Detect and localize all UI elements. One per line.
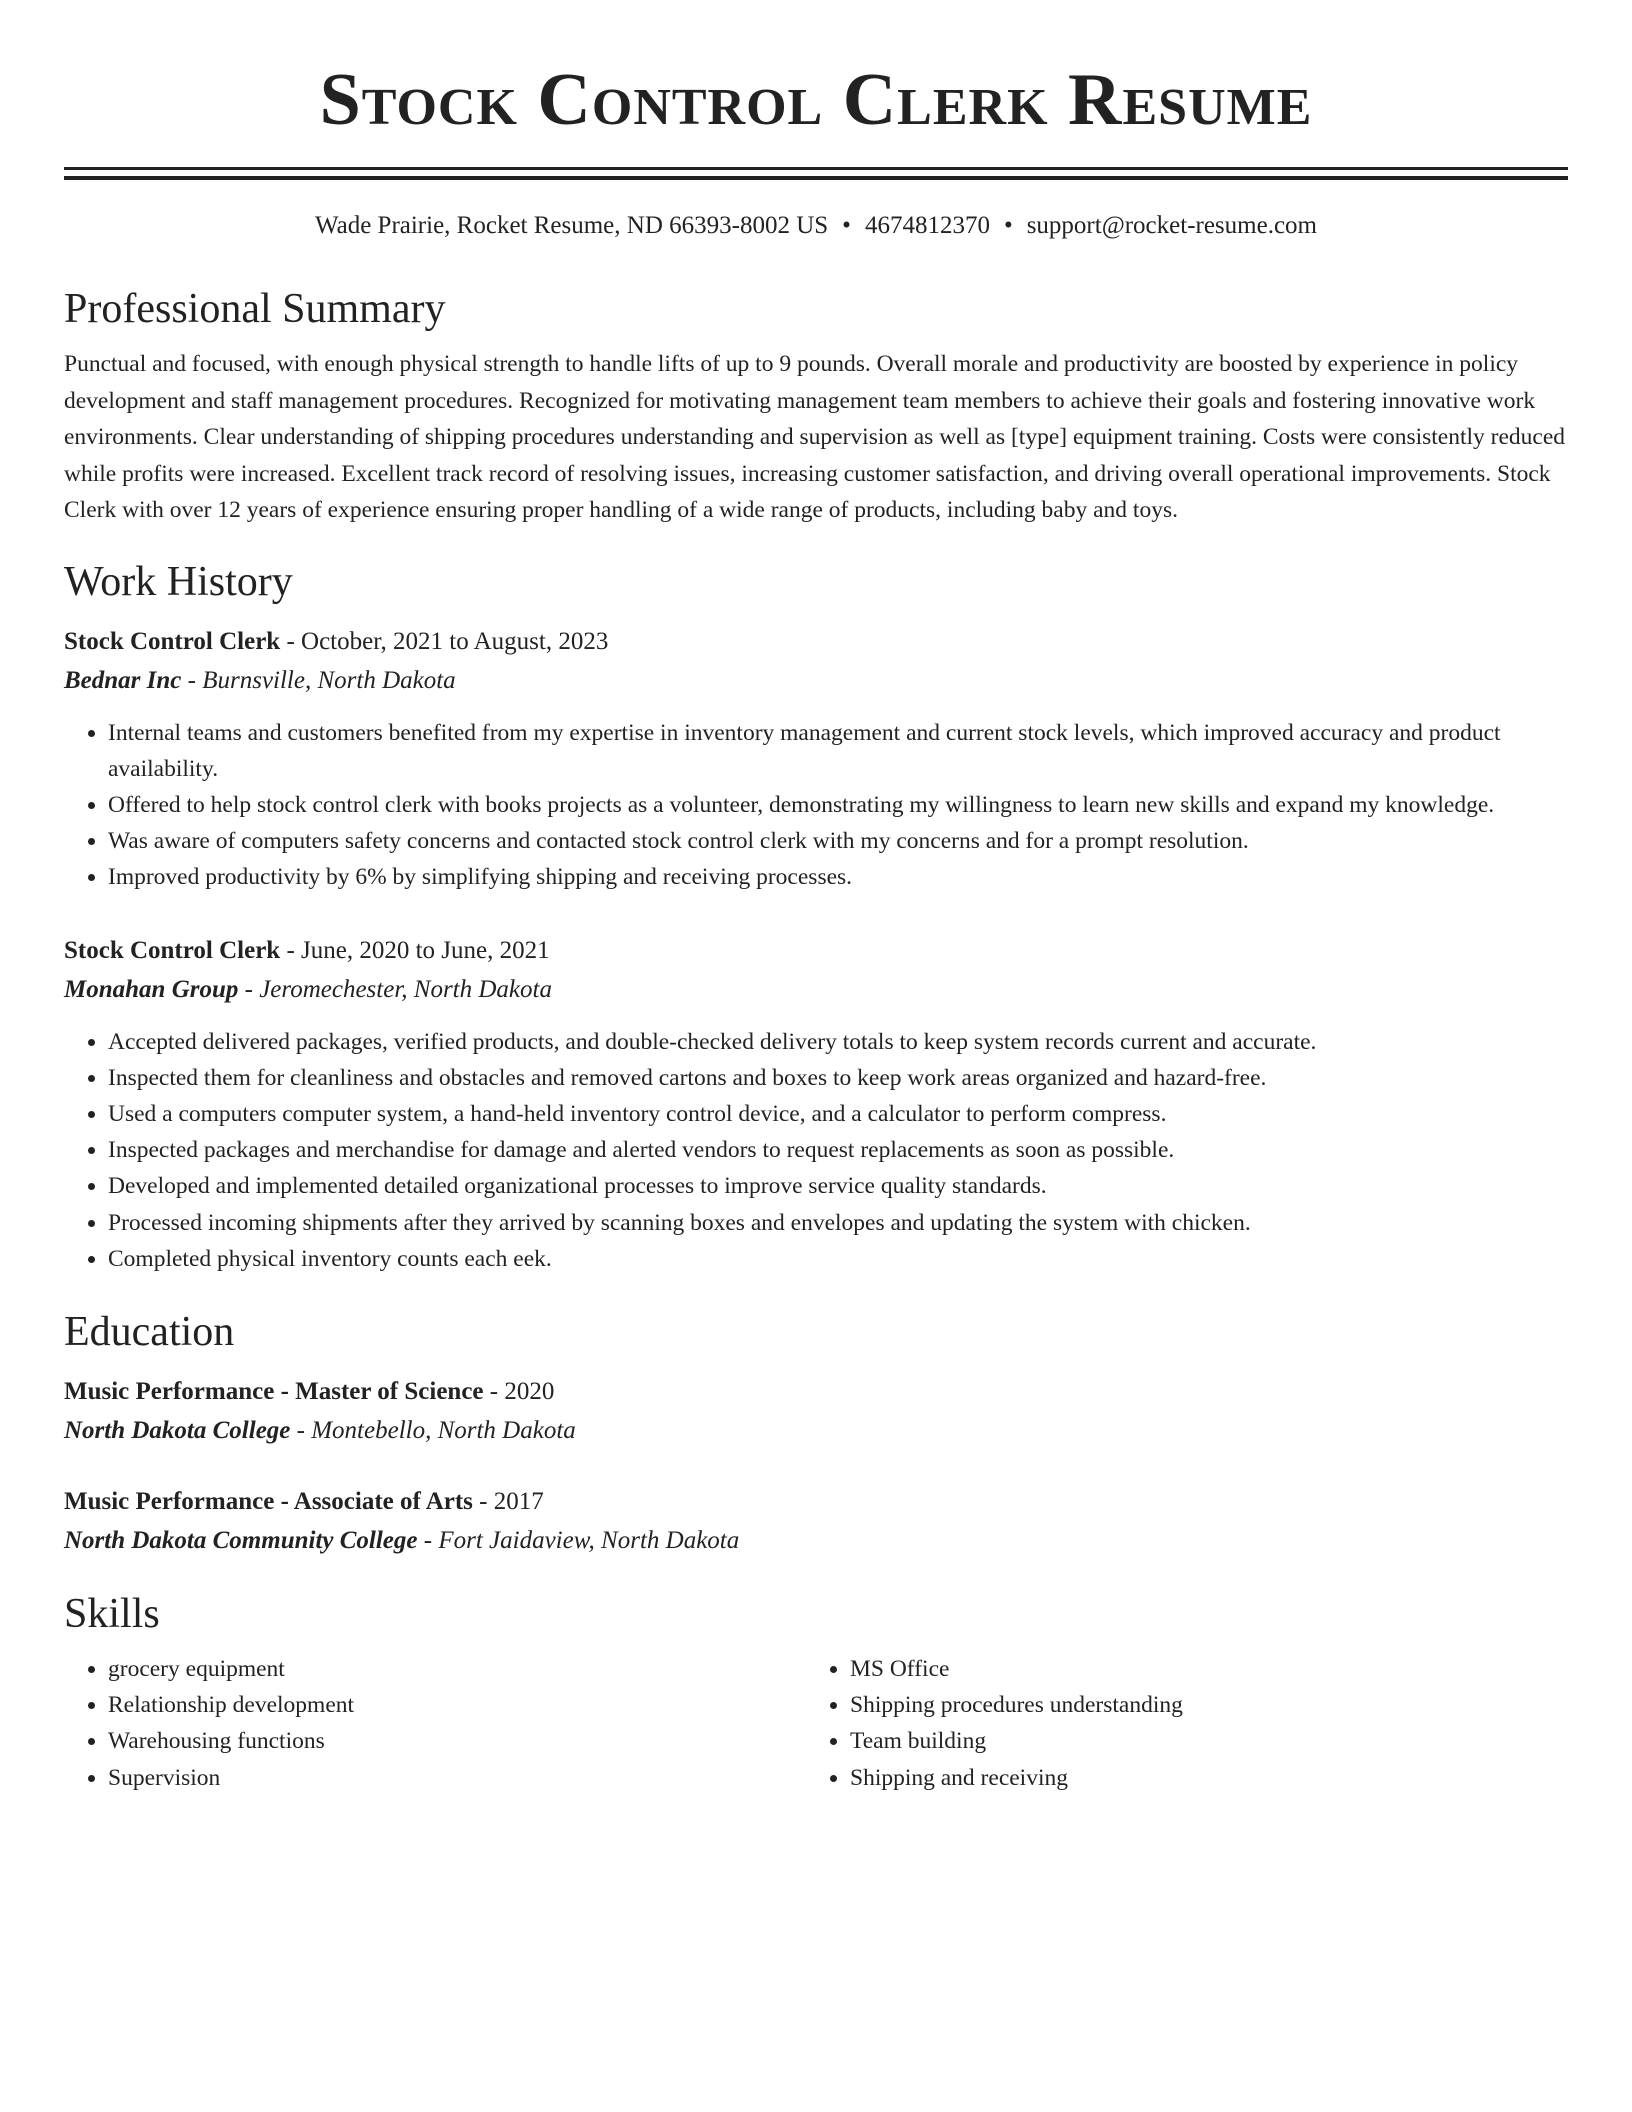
contact-phone: 4674812370	[864, 212, 990, 239]
skill-item: • Supervision	[108, 1760, 806, 1796]
job-bullets	[64, 1024, 1568, 1277]
skill-item: • Warehousing functions	[108, 1723, 806, 1759]
job-dates: - June, 2020 to June, 2021	[280, 936, 550, 964]
list-item: • Inspected packages and merchandise for damage and alerted vendors to request replacements as soon as possible.	[108, 1132, 1568, 1168]
job-company-line	[64, 970, 1568, 1010]
school-line	[64, 1521, 1568, 1561]
work-history-section	[64, 557, 1568, 1277]
job-title: Stock Control Clerk	[64, 627, 281, 655]
job-dates: - October, 2021 to August, 2023	[280, 627, 609, 655]
education-heading: Education	[64, 1308, 235, 1355]
school-location: - Montebello, North Dakota	[290, 1416, 576, 1444]
skill-item: • Shipping and receiving	[850, 1760, 1548, 1796]
summary-section	[64, 284, 1568, 529]
job-entry	[64, 623, 1568, 896]
skills-section	[64, 1589, 1568, 1796]
school: North Dakota Community College	[64, 1526, 418, 1554]
skills-list-left	[64, 1651, 806, 1796]
contact-address: Wade Prairie, Rocket Resume, ND 66393-8002 US	[315, 212, 829, 239]
skills-list-right	[806, 1651, 1548, 1796]
job-company: Bednar Inc	[64, 666, 182, 694]
list-item: • Used a computers computer system, a hand-held inventory control device, and a calculator to perform compress.	[108, 1096, 1568, 1132]
skills-heading: Skills	[64, 1590, 160, 1637]
degree-year: - 2020	[483, 1377, 555, 1405]
contact-separator: •	[1003, 212, 1013, 239]
skill-item: • grocery equipment	[108, 1651, 806, 1687]
job-company: Monahan Group	[64, 975, 239, 1003]
list-item: • Processed incoming shipments after they arrived by scanning boxes and envelopes and updating the system with chicken.	[108, 1205, 1568, 1241]
job-company-line	[64, 661, 1568, 701]
skills-grid	[64, 1651, 1568, 1796]
job-title-line	[64, 623, 1568, 661]
education-entry	[64, 1373, 1568, 1451]
degree-line	[64, 1373, 1568, 1411]
work-history-heading: Work History	[64, 558, 293, 605]
degree: Music Performance - Associate of Arts	[64, 1487, 473, 1515]
school-line	[64, 1411, 1568, 1451]
skill-item: • Shipping procedures understanding	[850, 1687, 1548, 1723]
skill-item: • Team building	[850, 1723, 1548, 1759]
job-title-line	[64, 932, 1568, 970]
job-location: - Jeromechester, North Dakota	[238, 975, 552, 1003]
list-item: • Completed physical inventory counts each eek.	[108, 1241, 1568, 1277]
skill-item: • Relationship development	[108, 1687, 806, 1723]
school: North Dakota College	[64, 1416, 291, 1444]
degree-year: - 2017	[472, 1487, 544, 1515]
summary-text: Punctual and focused, with enough physical strength to handle lifts of up to 9 pounds. Overall morale and productivity are boosted by experience in policy development and staff management procedures. Recognized for motivating management team members to achieve their goals and fostering innovative work environments. Clear understanding of shipping procedures understanding and supervision as well as [type] equipment training. Costs were consistently reduced while profits were increased. Excellent track record of resolving issues, increasing customer satisfaction, and driving overall operational improvements. Stock Clerk with over 12 years of experience ensuring proper handling of a wide range of products, including baby and toys.	[64, 351, 1566, 523]
job-entry	[64, 932, 1568, 1277]
title-rule-top	[64, 167, 1568, 170]
list-item: • Improved productivity by 6% by simplifying shipping and receiving processes.	[108, 859, 1568, 895]
contact-email: support@rocket-resume.com	[1026, 212, 1317, 239]
summary-heading: Professional Summary	[64, 286, 446, 332]
resume-title: Stock Control Clerk Resume	[319, 59, 1313, 141]
education-entry	[64, 1483, 1568, 1561]
list-item: • Offered to help stock control clerk with books projects as a volunteer, demonstrating my willingness to learn new skills and expand my knowledge.	[108, 787, 1568, 823]
skill-item: • MS Office	[850, 1651, 1548, 1687]
contact-line	[64, 210, 1568, 242]
job-title: Stock Control Clerk	[64, 936, 281, 964]
job-bullets	[64, 715, 1568, 896]
degree: Music Performance - Master of Science	[64, 1377, 484, 1405]
education-section	[64, 1307, 1568, 1561]
list-item: • Developed and implemented detailed organizational processes to improve service quality standards.	[108, 1168, 1568, 1204]
list-item: • Was aware of computers safety concerns and contacted stock control clerk with my concerns and for a prompt resolution.	[108, 823, 1568, 859]
list-item: • Accepted delivered packages, verified products, and double-checked delivery totals to keep system records current and accurate.	[108, 1024, 1568, 1060]
title-rule-bottom	[64, 176, 1568, 180]
degree-line	[64, 1483, 1568, 1521]
list-item: • Inspected them for cleanliness and obstacles and removed cartons and boxes to keep work areas organized and hazard-free.	[108, 1060, 1568, 1096]
job-location: - Burnsville, North Dakota	[181, 666, 456, 694]
list-item: • Internal teams and customers benefited from my expertise in inventory management and current stock levels, which improved accuracy and product availability.	[108, 715, 1568, 787]
school-location: - Fort Jaidaview, North Dakota	[417, 1526, 740, 1554]
contact-separator: •	[842, 212, 851, 239]
